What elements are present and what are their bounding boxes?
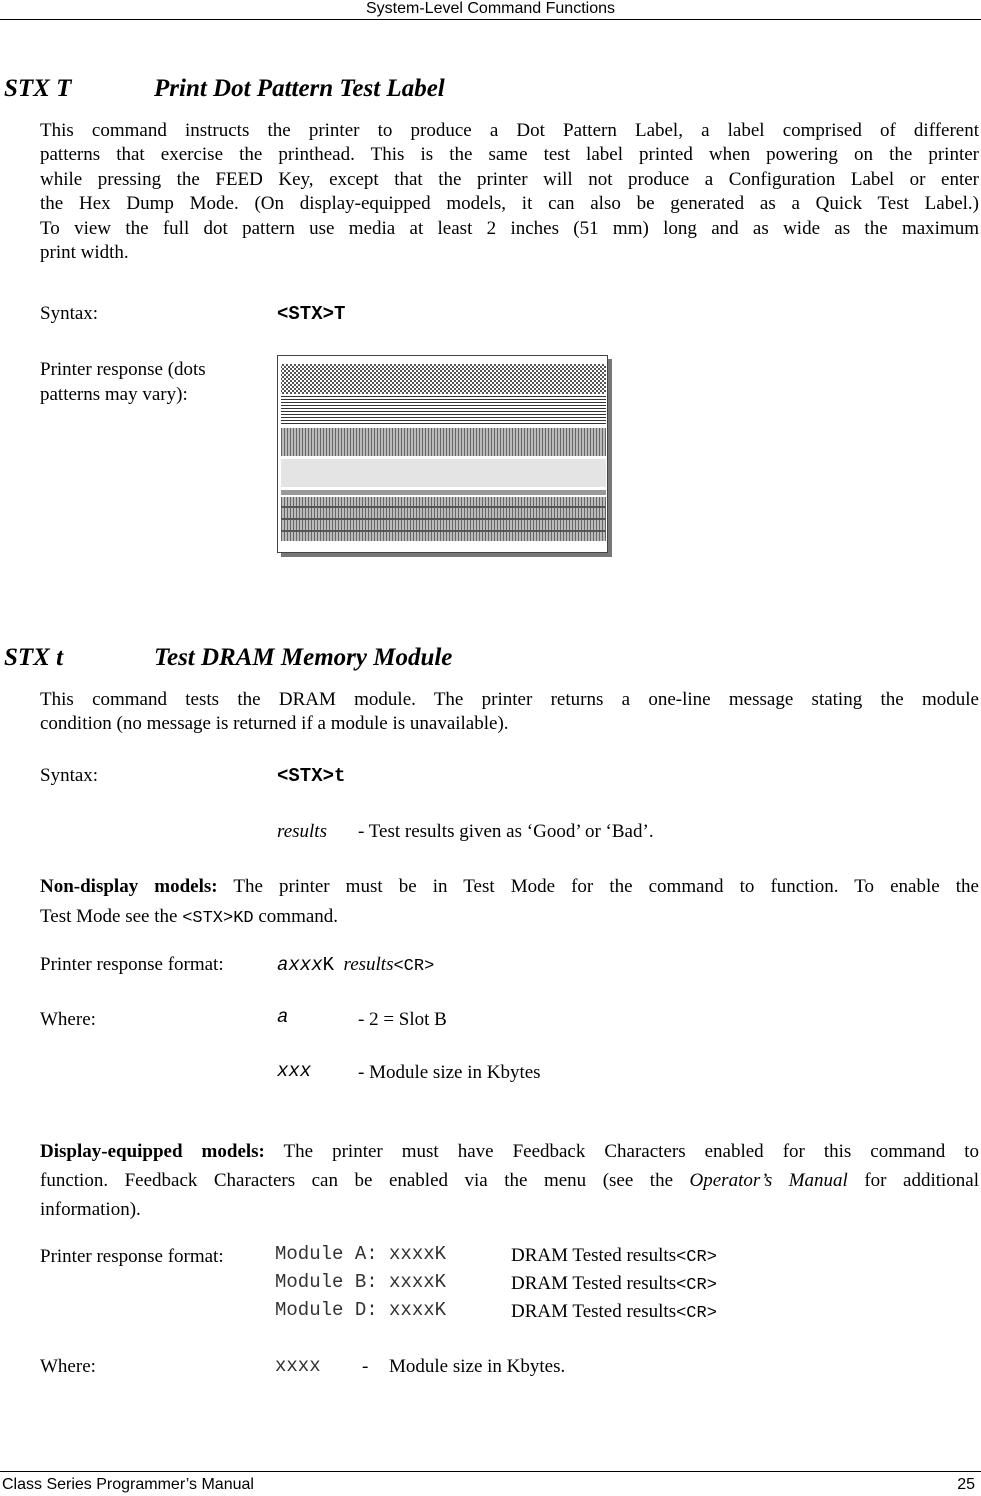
dram-description: This command tests the DRAM module. The printer returns a one-line message stating the module condition (no message is returned if a module is unavailable). [40,689,979,735]
module-a-code: Module A: xxxxK [275,1243,447,1265]
syntax-label-2: Syntax: [40,765,99,786]
section-title-test-dram: Test DRAM Memory Module [154,644,453,671]
header-rule [0,19,981,20]
section-title-dot-pattern: Print Dot Pattern Test Label [154,75,445,102]
where2-dash: - [362,1356,369,1377]
page-number: 25 [957,1476,975,1493]
response-label-line1: Printer response (dots [40,359,206,380]
where-label-2: Where: [40,1356,96,1377]
section-command-stx-T: STX T [4,75,72,102]
results-description: - Test results given as ‘Good’ or ‘Bad’. [358,821,654,842]
module-d-result: DRAM Tested results<CR> [511,1301,717,1323]
footer-manual-title: Class Series Programmer’s Manual [2,1476,254,1493]
syntax-label: Syntax: [40,303,99,324]
where-term-a: a [277,1006,289,1028]
running-header: System-Level Command Functions [366,0,615,17]
section-command-stx-t: STX t [4,644,64,671]
module-b-result: DRAM Tested results<CR> [511,1273,717,1295]
display-equipped-models-note: Display-equipped models: The printer must have Feedback Characters enabled for this command to function. Feedback Characters can be enabled via the menu (see the Operator’s Manual for additional information). [40,1141,980,1220]
response-format-label: Printer response format: [40,954,224,975]
dot-pattern-label-image [277,355,608,553]
where2-term: xxxx [275,1355,321,1377]
footer-rule [0,1471,981,1472]
module-b-code: Module B: xxxxK [275,1271,447,1293]
syntax-stx-t: <STX>t [277,765,346,787]
where-desc-a: - 2 = Slot B [358,1009,447,1030]
where-desc-xxx: - Module size in Kbytes [358,1062,541,1083]
where-label: Where: [40,1009,96,1030]
response-format-value: axxxK results<CR> [277,954,435,976]
response-format-label-2: Printer response format: [40,1246,224,1267]
module-a-result: DRAM Tested results<CR> [511,1245,717,1267]
where2-description: Module size in Kbytes. [389,1356,566,1377]
non-display-models-note: Non-display models: The printer must be in Test Mode for the command to function. To enable the Test Mode see the <STX>KD command. [40,876,979,928]
response-label-line2: patterns may vary): [40,384,188,405]
syntax-stx-T: <STX>T [277,303,346,325]
results-term: results [277,821,327,842]
where-term-xxx: xxx [277,1060,312,1082]
dot-pattern-description: This command instructs the printer to produce a Dot Pattern Label, a label comprised of different patterns that exercise the printhead. This is the same test label printed when powering on the printer while pressing the FEED Key, except that the printer will not produce a Configuration Label or enter the Hex Dump Mode. (On display-equipped models, it can also be generated as a Quick Test Label.) To view the full dot pattern use media at least 2 inches (51 mm) long and as wide as the maximum print width. [40,120,979,264]
module-d-code: Module D: xxxxK [275,1299,447,1321]
